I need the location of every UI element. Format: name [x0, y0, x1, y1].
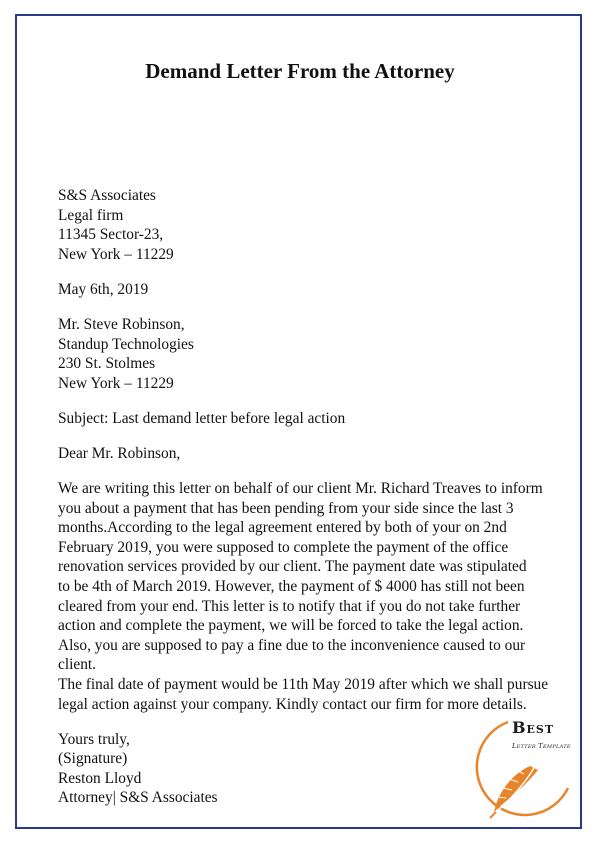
- logo-word: Best: [512, 718, 555, 737]
- feather-quill-icon: [490, 764, 538, 818]
- sender-street: 11345 Sector-23,: [58, 226, 164, 244]
- letter-subject: Subject: Last demand letter before legal action: [58, 409, 346, 427]
- body-line: to be 4th of March 2019. However, the payment of $ 4000 has still not been: [58, 578, 525, 595]
- letter-paragraph: [58, 479, 548, 714]
- recipient-company: Standup Technologies: [58, 335, 194, 353]
- body-line: Also, you are supposed to pay a fine due to the inconvenience caused to our: [58, 636, 526, 654]
- logo-subtitle: Letter Template: [512, 742, 571, 750]
- letter-date: May 6th, 2019: [58, 280, 149, 298]
- body-line: action and complete the payment, we will be forced to take the legal action.: [58, 617, 524, 635]
- closing-signature: (Signature): [58, 750, 128, 768]
- body-line: legal action against your company. Kindly contact our firm for more details.: [58, 695, 527, 713]
- closing-title: Attorney| S&S Associates: [58, 789, 218, 807]
- body-line: We are writing this letter on behalf of our client Mr. Richard Treaves to inform: [58, 480, 543, 498]
- letter-salutation: Dear Mr. Robinson,: [58, 444, 181, 462]
- recipient-address: [58, 315, 548, 393]
- body-line: you about a payment that has been pending from your side since the last 3: [58, 499, 514, 517]
- recipient-city: New York – 11229: [58, 374, 174, 392]
- sender-name: S&S Associates: [58, 187, 156, 204]
- body-line: renovation services provided by our client. The payment date was stipulated: [58, 558, 527, 576]
- body-line: The final date of payment would be 11th May 2019 after which we shall pursue: [58, 675, 549, 693]
- body-line: months.According to the legal agreement entered by both of your on 2nd: [58, 519, 507, 537]
- sender-address: [58, 186, 548, 264]
- closing-valediction: Yours truly,: [58, 730, 130, 748]
- recipient-street: 230 St. Stolmes: [58, 355, 156, 373]
- body-line: February 2019, you were supposed to complete the payment of the office: [58, 538, 509, 556]
- recipient-name: Mr. Steve Robinson,: [58, 315, 185, 333]
- letter-title: Demand Letter From the Attorney: [145, 59, 455, 83]
- sender-city: New York – 11229: [58, 245, 174, 263]
- body-line: client.: [58, 656, 97, 674]
- closing-name: Reston Lloyd: [58, 769, 142, 787]
- body-line: cleared from your end. This letter is to notify that if you do not take further: [58, 597, 521, 615]
- sender-type: Legal firm: [58, 206, 124, 224]
